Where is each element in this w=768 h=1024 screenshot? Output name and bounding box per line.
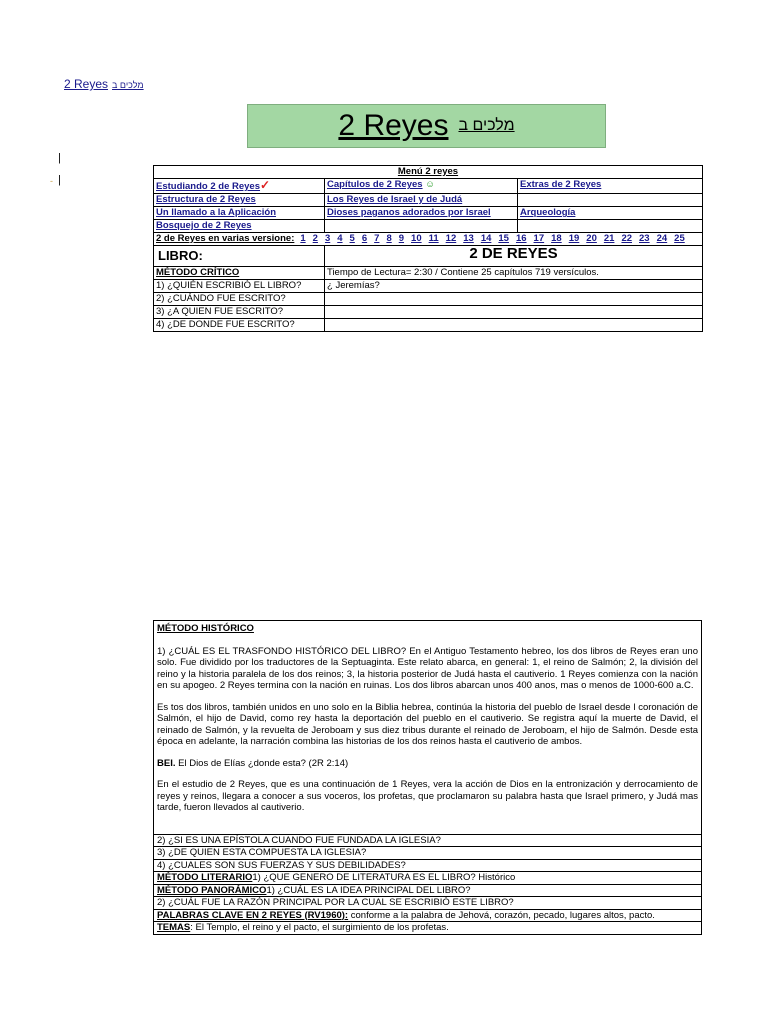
question-row: 2) ¿SI ES UNA EPÍSTOLA CUANDO FUE FUNDADA LA IGLESIA? xyxy=(154,834,702,847)
smiley-icon: ☺ xyxy=(425,179,435,190)
chapter-link-14[interactable]: 14 xyxy=(480,233,492,244)
chapter-link-24[interactable]: 24 xyxy=(656,233,668,244)
historico-paragraph: 1) ¿CUÁL ES EL TRASFONDO HISTÓRICO DEL LIBRO? En el Antiguo Testamento hebreo, los dos libros de Reyes eran uno solo. Fue dividido por los traductores de la Septuaginta. Este relato abarca, en general: 1, el reino de Salmón; 2, la división del reino y la historia paralela de los dos reinos; 3, la historia posterior de Judá hasta el cautiverio. 1 Reyes comienza con la nación en su apogeo. 2 Reyes termina con la nación en ruinas. Los dos libros abarcan unos 400 anos, mas o menos de 1000-600 a.C. xyxy=(157,645,698,691)
menu-link-estructura[interactable]: Estructura de 2 Reyes xyxy=(156,194,256,205)
top-link-text[interactable]: 2 Reyes xyxy=(64,77,109,91)
chapter-link-1[interactable]: 1 xyxy=(300,233,306,244)
menu-cell-empty xyxy=(518,194,703,207)
question-cell: 1) ¿QUIÉN ESCRIBIÓ EL LIBRO? xyxy=(154,280,325,293)
literario-label: MÉTODO LITERARIO xyxy=(157,872,253,883)
menu-link-aplicacion[interactable]: Un llamado a la Aplicación xyxy=(156,207,277,218)
chapter-link-15[interactable]: 15 xyxy=(498,233,509,244)
chapter-link-2[interactable]: 2 xyxy=(312,233,318,244)
answer-cell xyxy=(325,306,703,319)
chapter-link-10[interactable]: 10 xyxy=(411,233,422,244)
menu-cell-empty xyxy=(518,220,703,233)
chapter-link-5[interactable]: 5 xyxy=(349,233,355,244)
chapter-link-20[interactable]: 20 xyxy=(586,233,597,244)
historico-paragraph: En el estudio de 2 Reyes, que es una continuación de 1 Reyes, vera la acción de Dios en la entronización y derrocamiento de reyes y reinos, llegara a conocer a sus voceros, los profetas, que proclamaron su palabra hasta que Israel primero, y Judá mas tarde, fueron llevados al cautiverio. xyxy=(157,779,698,813)
palabras-clave-row xyxy=(154,909,702,922)
tiempo-lectura: Tiempo de Lectura= 2:30 / Contiene 25 capítulos 719 versículos. xyxy=(325,267,703,280)
question-cell: 2) ¿CUÁNDO FUE ESCRITO? xyxy=(154,293,325,306)
chapter-link-22[interactable]: 22 xyxy=(621,233,633,244)
bei-paragraph xyxy=(157,758,698,770)
menu-link-dioses-paganos[interactable]: Dioses paganos adorados por Israel xyxy=(327,207,491,218)
chapter-link-3[interactable]: 3 xyxy=(324,233,331,244)
chapter-link-16[interactable]: 16 xyxy=(515,233,527,244)
literario-text: 1) ¿QUE GENERO DE LITERATURA ES EL LIBRO? Histórico xyxy=(252,872,516,883)
side-marker: | xyxy=(58,152,61,164)
answer-cell: ¿ Jeremías? xyxy=(325,280,703,293)
panoramico-text: 1) ¿CUÁL ES LA IDEA PRINCIPAL DEL LIBRO? xyxy=(266,884,471,896)
question-row: 4) ¿CUALES SON SUS FUERZAS Y SUS DEBILIDADES? xyxy=(154,859,702,872)
top-link[interactable] xyxy=(64,77,144,91)
menu-header: Menú 2 reyes xyxy=(154,166,703,179)
question-cell: 4) ¿DE DONDE FUE ESCRITO? xyxy=(154,319,325,332)
chapter-link-17[interactable]: 17 xyxy=(533,233,545,244)
answer-cell xyxy=(325,293,703,306)
bei-label: BEI. xyxy=(157,757,176,769)
libro-value: 2 DE REYES xyxy=(325,246,703,267)
page-title: 2 Reyes xyxy=(338,109,449,142)
menu-link-capitulos[interactable]: Capítulos de 2 Reyes xyxy=(327,179,423,190)
chapter-links xyxy=(300,233,691,244)
chapter-link-21[interactable]: 21 xyxy=(603,233,615,244)
panoramico-label: MÉTODO PANORÁMICO xyxy=(157,884,267,896)
panoramico-row xyxy=(154,884,702,897)
chapter-link-8[interactable]: 8 xyxy=(386,233,392,244)
answer-cell xyxy=(325,319,703,332)
versions-label: 2 de Reyes en varias versione: xyxy=(156,233,295,244)
menu-link-bosquejo[interactable]: Bosquejo de 2 Reyes xyxy=(156,220,252,231)
menu-link-arqueologia[interactable]: Arqueología xyxy=(520,207,576,218)
temas-label: TEMAS xyxy=(157,922,191,933)
metodo-critico-heading: MÉTODO CRÍTICO xyxy=(156,267,240,278)
menu-cell[interactable] xyxy=(154,179,325,194)
side-marker: | xyxy=(58,174,61,186)
literario-row xyxy=(154,872,702,885)
historico-body xyxy=(154,621,702,835)
menu-cell[interactable] xyxy=(518,179,703,194)
historico-paragraph: Es tos dos libros, también unidos en uno solo en la Biblia hebrea, continúa la historia del pueblo de Israel desde l coronación de Salmón, el hijo de David, como rey hasta la deportación del pueblo en el cautiverio. Se registra aquí la muerte de David, el reinado de Salmón, y la revuelta de Jeroboam y sus diez tribus durante el reinado de Jeroboam, el hijo de Salmón. Desde esta época en adelante, la narración combina las historias de los dos reinos hasta el cautiverio de ambos. xyxy=(157,701,698,747)
versions-row xyxy=(154,233,703,246)
palabras-clave-label: PALABRAS CLAVE EN 2 REYES (RV1960): xyxy=(157,909,349,921)
question-cell: 3) ¿A QUIEN FUE ESCRITO? xyxy=(154,306,325,319)
historico-heading: MÉTODO HISTÓRICO xyxy=(157,623,254,634)
libro-label: LIBRO: xyxy=(154,246,325,267)
chapter-link-12[interactable]: 12 xyxy=(445,233,457,244)
bei-text: El Dios de Elías ¿donde esta? (2R 2:14) xyxy=(175,757,349,769)
menu-cell[interactable] xyxy=(325,179,518,194)
chapter-link-11[interactable]: 11 xyxy=(428,233,439,244)
question-row: 3) ¿DE QUIEN ESTA COMPUESTA LA IGLESIA? xyxy=(154,847,702,860)
chapter-link-6[interactable]: 6 xyxy=(361,233,368,244)
palabras-clave-text: conforme a la palabra de Jehová, corazón, pecado, lugares altos, pacto. xyxy=(348,909,655,921)
menu-cell-empty xyxy=(325,220,518,233)
menu-table xyxy=(153,165,703,332)
title-banner xyxy=(247,104,606,148)
chapter-link-7[interactable]: 7 xyxy=(374,233,380,244)
chapter-link-19[interactable]: 19 xyxy=(568,233,580,244)
checkmark-icon: ✓ xyxy=(260,178,271,192)
menu-link-estudiando[interactable]: Estudiando 2 de Reyes xyxy=(156,181,261,192)
chapter-link-4[interactable]: 4 xyxy=(337,233,343,244)
menu-link-reyes-israel-juda[interactable]: Los Reyes de Israel y de Judá xyxy=(327,194,463,205)
chapter-link-23[interactable]: 23 xyxy=(639,233,650,244)
chapter-link-25[interactable]: 25 xyxy=(674,233,685,244)
temas-text: : El Templo, el reino y el pacto, el surgimiento de los profetas. xyxy=(190,922,449,933)
chapter-link-9[interactable]: 9 xyxy=(398,233,405,244)
chapter-link-18[interactable]: 18 xyxy=(551,233,562,244)
question-row: 2) ¿CUÁL FUE LA RAZÓN PRINCIPAL POR LA CUAL SE ESCRIBIÓ ESTE LIBRO? xyxy=(154,897,702,910)
page-title-hebrew: מלכים ב xyxy=(458,117,515,134)
top-link-hebrew[interactable]: מלכים ב xyxy=(112,80,144,90)
historico-table xyxy=(153,620,702,935)
temas-row xyxy=(154,922,702,935)
chapter-link-13[interactable]: 13 xyxy=(463,233,474,244)
menu-link-extras[interactable]: Extras de 2 Reyes xyxy=(520,179,602,190)
side-dot: - xyxy=(50,176,53,186)
